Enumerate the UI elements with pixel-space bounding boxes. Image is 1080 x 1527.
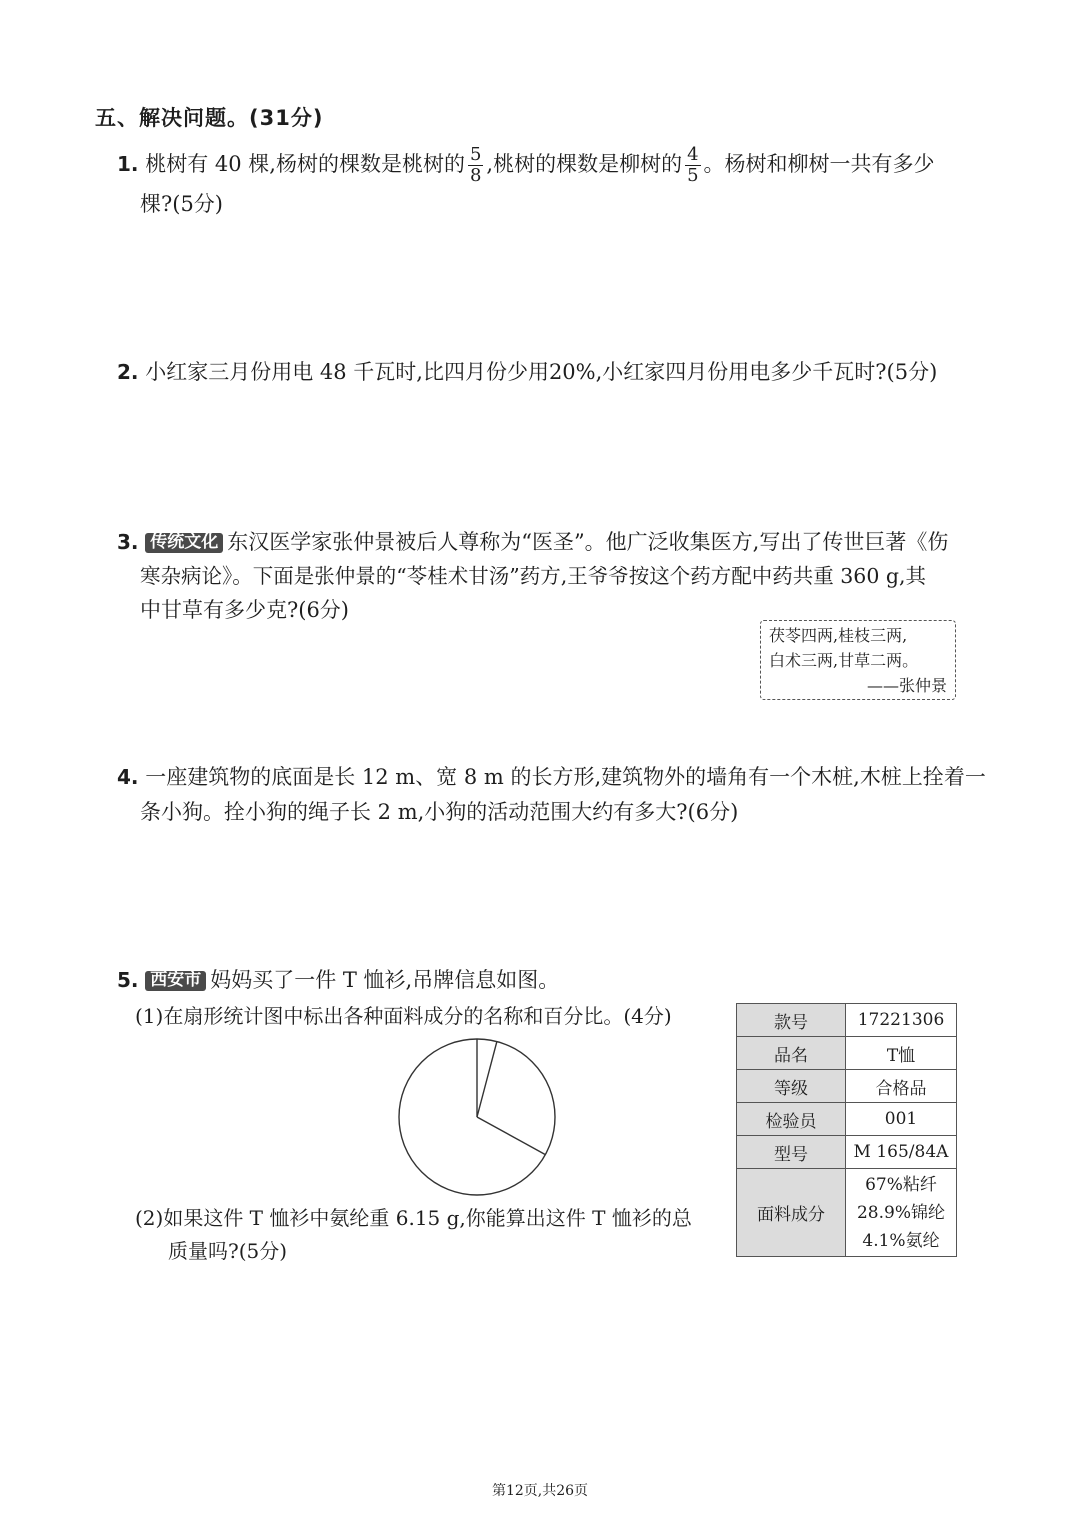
pie-slice-boundary — [477, 1042, 497, 1117]
table-row — [737, 1070, 957, 1103]
question-1 — [117, 145, 935, 186]
question-3-line-1: 东汉医学家张仲景被后人尊称为“医圣”。他广泛收集医方,写出了传世巨著《伤 — [227, 530, 949, 554]
question-3-line-2: 寒杂病论》。下面是张仲景的“苓桂术甘汤”药方,王爷爷按这个药方配中药共重 360 g,其 — [140, 564, 927, 588]
pie-slice-boundary — [477, 1117, 545, 1155]
question-4-number: 4. — [117, 765, 139, 789]
quote-author: ——张仲景 — [866, 676, 947, 695]
quote-line-1: 茯苓四两,桂枝三两, — [769, 626, 908, 645]
question-2-number: 2. — [117, 360, 139, 384]
hang-tag-table — [736, 1003, 957, 1257]
question-5-sub-2-line-1: (2)如果这件 T 恤衫中氨纶重 6.15 g,你能算出这件 T 恤衫的总 — [135, 1206, 692, 1230]
table-key: 检验员 — [737, 1103, 846, 1136]
table-value-fabric — [846, 1169, 957, 1257]
question-5-sub-1: (1)在扇形统计图中标出各种面料成分的名称和百分比。(4分) — [135, 1004, 672, 1028]
question-5-number: 5. — [117, 968, 139, 992]
question-1-line-2: 棵?(5分) — [140, 192, 224, 216]
section-title: 五、解决问题。(31分) — [95, 106, 324, 130]
table-value: 17221306 — [846, 1004, 957, 1037]
question-4-line-1: 一座建筑物的底面是长 12 m、宽 8 m 的长方形,建筑物外的墙角有一个木桩,木桩上拴着一 — [145, 765, 986, 789]
question-5-line-1: 妈妈买了一件 T 恤衫,吊牌信息如图。 — [210, 968, 560, 992]
pie-slice-dividers — [477, 1039, 545, 1155]
table-key: 品名 — [737, 1037, 846, 1070]
fraction-denominator: 8 — [469, 165, 482, 186]
question-3-number: 3. — [117, 530, 139, 554]
fraction-numerator: 4 — [687, 144, 699, 165]
question-5-sub-2-line-2: 质量吗?(5分) — [168, 1239, 288, 1263]
tag-xian-city: 西安市 — [145, 971, 206, 991]
table-value: M 165/84A — [846, 1136, 957, 1169]
table-value: 合格品 — [846, 1070, 957, 1103]
table-key: 型号 — [737, 1136, 846, 1169]
question-4-line-2: 条小狗。拴小狗的绳子长 2 m,小狗的活动范围大约有多大?(6分) — [140, 800, 739, 824]
fraction-5-8 — [468, 145, 483, 186]
question-5 — [117, 970, 559, 991]
fraction-4-5 — [685, 145, 700, 186]
table-row — [737, 1136, 957, 1169]
question-1-number: 1. — [117, 152, 139, 176]
question-4 — [117, 767, 986, 788]
fraction-denominator: 5 — [687, 165, 699, 186]
table-key: 面料成分 — [737, 1169, 846, 1257]
question-3-line-3: 中甘草有多少克?(6分) — [140, 598, 350, 622]
table-key: 等级 — [737, 1070, 846, 1103]
question-1-text-c: 。杨树和柳树一共有多少 — [703, 152, 935, 176]
table-value: T恤 — [846, 1037, 957, 1070]
table-value: 001 — [846, 1103, 957, 1136]
table-key: 款号 — [737, 1004, 846, 1037]
page-footer: 第12页,共26页 — [491, 1483, 589, 1499]
question-1-text-b: ,桃树的棵数是柳树的 — [486, 152, 683, 176]
question-3 — [117, 532, 948, 553]
pie-chart — [396, 1036, 558, 1198]
tag-traditional-culture: 传统文化 — [145, 533, 223, 553]
question-1-text-a: 桃树有 40 棵,杨树的棵数是桃树的 — [145, 152, 465, 176]
table-row-fabric — [737, 1169, 957, 1257]
prescription-quote-box — [760, 620, 956, 700]
table-row — [737, 1004, 957, 1037]
question-2-text: 小红家三月份用电 48 千瓦时,比四月份少用20%,小红家四月份用电多少千瓦时?(5分) — [145, 360, 938, 384]
fabric-composition-item: 4.1%氨纶 — [862, 1230, 940, 1251]
fraction-numerator: 5 — [469, 144, 482, 165]
fabric-composition-item: 28.9%锦纶 — [856, 1202, 945, 1223]
question-2 — [117, 362, 937, 383]
table-row — [737, 1037, 957, 1070]
quote-line-2: 白术三两,甘草二两。 — [769, 651, 919, 670]
fabric-composition-item: 67%粘纤 — [865, 1174, 937, 1195]
table-row — [737, 1103, 957, 1136]
